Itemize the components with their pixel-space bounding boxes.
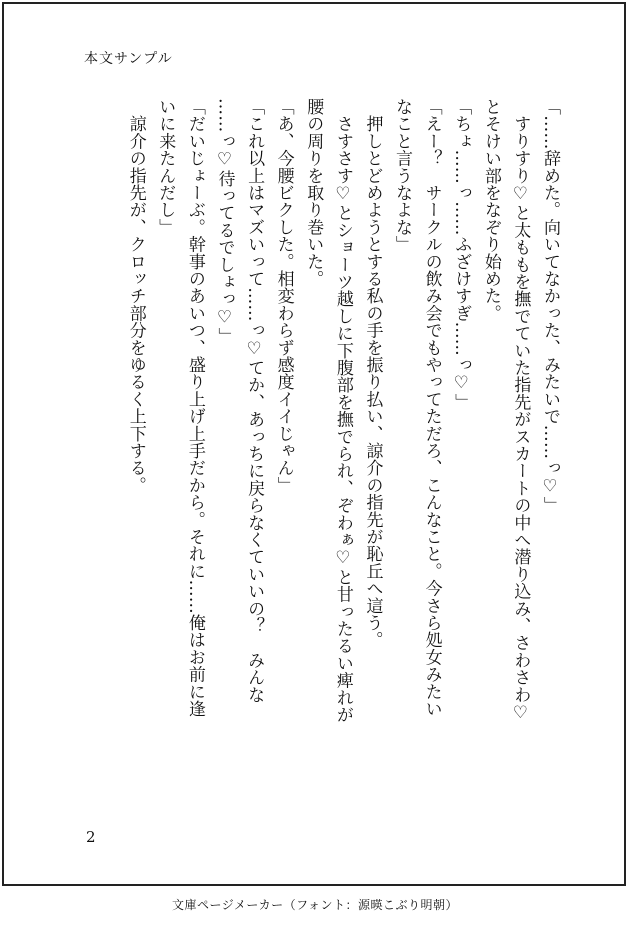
vertical-body-text — [120, 98, 564, 838]
text-line: すりすり♡と太ももを撫でていた指先がスカートの中へ潜り込み、さわさわ♡ — [510, 98, 531, 724]
text-line: 「これ以上はマズいって……っ♡てか、あっちに戻らなくていいの？ みんな — [244, 98, 265, 703]
page-title: 本文サンプル — [84, 51, 173, 67]
text-line: さすさす♡とショーツ越しに下腹部を撫でられ、ぞわぁ♡と甘ったるい痺れが — [332, 98, 353, 724]
text-line: 「あ、今腰ビクした。相変わらず感度イイじゃん」 — [273, 98, 294, 494]
text-line: いに来たんだし」 — [155, 98, 176, 236]
page-number: 2 — [86, 828, 96, 846]
text-line: なこと言うなよな」 — [392, 98, 413, 253]
text-line: 諒介の指先が、クロッチ部分をゆるく上下する。 — [125, 98, 146, 494]
text-line: 押しとどめようとする私の手を振り払い、諒介の指先が恥丘へ這う。 — [362, 98, 383, 649]
page-frame — [2, 2, 626, 886]
text-line: ……っ♡待ってるでしょっ♡」 — [214, 98, 235, 345]
text-line: 「だいじょーぶ。幹事のあいつ、盛り上げ上手だから。それに……俺はお前に逢 — [184, 98, 205, 718]
text-line: 「ちょ……っ……ふざけすぎ……っ♡」 — [451, 98, 472, 411]
text-line: とそけい部をなぞり始めた。 — [480, 98, 501, 322]
text-line: 「えー？ サークルの飲み会でもやってただろ、こんなこと。今さら処女みたい — [421, 98, 442, 718]
text-line: 腰の周りを取り巻いた。 — [303, 98, 324, 288]
footer-caption: 文庫ページメーカー（フォント：源暎こぶり明朝） — [171, 898, 459, 912]
text-line: 「……辞めた。向いてなかった、みたいで……っ♡」 — [540, 98, 560, 514]
